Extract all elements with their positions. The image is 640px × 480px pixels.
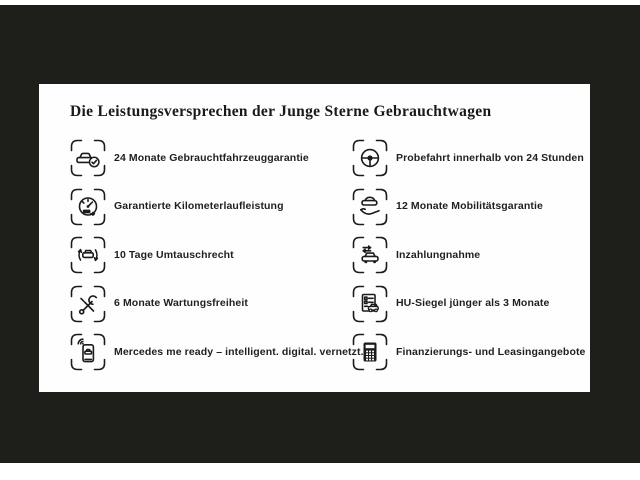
item-label: 12 Monate Mobilitätsgarantie: [396, 200, 543, 213]
benefits-card: [39, 84, 590, 392]
benefits-list: [70, 139, 586, 382]
list-item: [352, 188, 586, 226]
crossed-tools-icon: [70, 285, 106, 323]
item-label: Garantierte Kilometerlaufleistung: [114, 200, 284, 213]
item-label: 24 Monate Gebrauchtfahrzeuggarantie: [114, 151, 309, 164]
list-item: [70, 236, 352, 274]
list-item: [352, 285, 586, 323]
item-label: 6 Monate Wartungsfreiheit: [114, 297, 248, 310]
list-item: [352, 333, 586, 371]
steering-wheel-icon: [352, 139, 388, 177]
list-item: [70, 285, 352, 323]
list-item: [70, 188, 352, 226]
car-hand-mobility-icon: [352, 188, 388, 226]
item-label: Finanzierungs- und Leasingangebote: [396, 345, 586, 358]
item-label: HU-Siegel jünger als 3 Monate: [396, 297, 550, 310]
list-item: [352, 236, 586, 274]
car-exchange-arrows-icon: [70, 236, 106, 274]
list-item: [352, 139, 586, 177]
item-label: Mercedes me ready – intelligent. digital. vernetzt.: [114, 345, 364, 358]
inspection-report-icon: [352, 285, 388, 323]
card-title: Die Leistungsversprechen der Junge Sterne Gebrauchtwagen: [70, 103, 492, 120]
item-label: Probefahrt innerhalb von 24 Stunden: [396, 151, 584, 164]
item-label: 10 Tage Umtauschrecht: [114, 248, 234, 261]
speedometer-icon: [70, 188, 106, 226]
item-label: Inzahlungnahme: [396, 248, 481, 261]
list-item: [70, 139, 352, 177]
car-trade-in-icon: [352, 236, 388, 274]
list-item: [70, 333, 364, 371]
car-warranty-check-icon: [70, 139, 106, 177]
smartphone-connect-icon: [70, 333, 106, 371]
calculator-icon: [352, 333, 388, 371]
